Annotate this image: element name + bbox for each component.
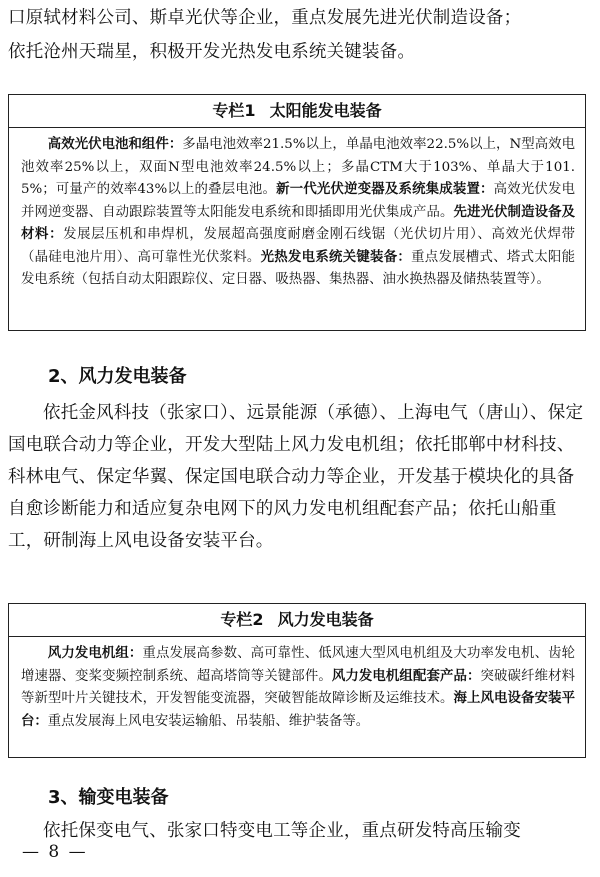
- sidebar-box-solar: [8, 94, 586, 331]
- intro-line-2: 依托沧州天瑞星，积极开发光热发电系统关键装备。: [8, 42, 416, 62]
- section-heading-transmission: 3、输变电装备: [48, 787, 169, 808]
- box-body-wind: [9, 637, 585, 739]
- item-label: 风力发电机组：: [47, 646, 143, 661]
- box-body-solar: [9, 128, 585, 298]
- sidebar-box-wind: [8, 603, 586, 758]
- item-text: 重点发展槽式、塔式太阳能发电系统（包括自动太阳跟踪仪、定日器、吸热器、集热器、油水换热器及储热装置等）。: [21, 249, 576, 287]
- item-label: 海上风电设备安装平台：: [21, 691, 576, 729]
- section-paragraph-wind: 依托金风科技（张家口）、远景能源（承德）、上海电气（唐山）、保定国电联合动力等企业，开发大型陆上风力发电机组；依托邯郸中材科技、科林电气、保定华翼、保定国电联合动力等企业，开发基于模块化的具备自愈诊断能力和适应复杂电网下的风力发电机组配套产品；依托山船重工，研制海上风电设备安装平台。: [8, 403, 584, 551]
- item-label: 风力发电机组配套产品：: [331, 668, 481, 684]
- box-title-wind: [9, 604, 585, 637]
- item-text: 突破碳纤维材料等新型叶片关键技术，开发智能变流器，突破智能故障诊断及运维技术。: [21, 668, 576, 706]
- box-number: 专栏2: [220, 610, 264, 629]
- item-text: 多晶电池效率21.5%以上，单晶电池效率22.5%以上，N型高效电池效率25%以上，双面N型电池效率24.5%以上；多晶CTM大于103%、单晶大于101.5%；可量产的效率43%以上的叠层电池。: [21, 137, 575, 197]
- box-title-text: 太阳能发电装备: [269, 101, 382, 120]
- item-label: 高效光伏电池和组件：: [47, 137, 183, 152]
- item-label: 光热发电系统关键装备：: [260, 249, 412, 265]
- section-heading-wind: 2、风力发电装备: [48, 366, 187, 387]
- box-title-text: 风力发电装备: [277, 610, 374, 629]
- item-text: 高效光伏发电并网逆变器、自动跟踪装置等太阳能发电系统和即插即用光伏集成产品。: [21, 182, 576, 220]
- box-number: 专栏1: [212, 101, 256, 120]
- item-label: 先进光伏制造设备及材料：: [21, 204, 576, 242]
- item-text: 发展层压机和串焊机，发展超高强度耐磨金刚石线锯（光伏切片用）、高效光伏焊带（晶硅电池片用）、高可靠性光伏浆料。: [21, 227, 575, 265]
- intro-line-1: 口原轼材料公司、斯卓光伏等企业，重点发展先进光伏制造设备；: [8, 8, 522, 28]
- item-label: 新一代光伏逆变器及系统集成装置：: [276, 182, 494, 197]
- item-text: 重点发展高参数、高可靠性、低风速大型风电机组及大功率发电机、齿轮增速器、变桨变频控制系统、超高塔筒等关键部件。: [21, 646, 576, 684]
- section-paragraph-transmission: 依托保变电气、张家口特变电工等企业，重点研发特高压输变: [43, 821, 521, 841]
- page-number: — 8 —: [22, 842, 88, 862]
- box-title-solar: [9, 95, 585, 128]
- item-text: 重点发展海上风电安装运输船、吊装船、维护装备等。: [47, 713, 370, 729]
